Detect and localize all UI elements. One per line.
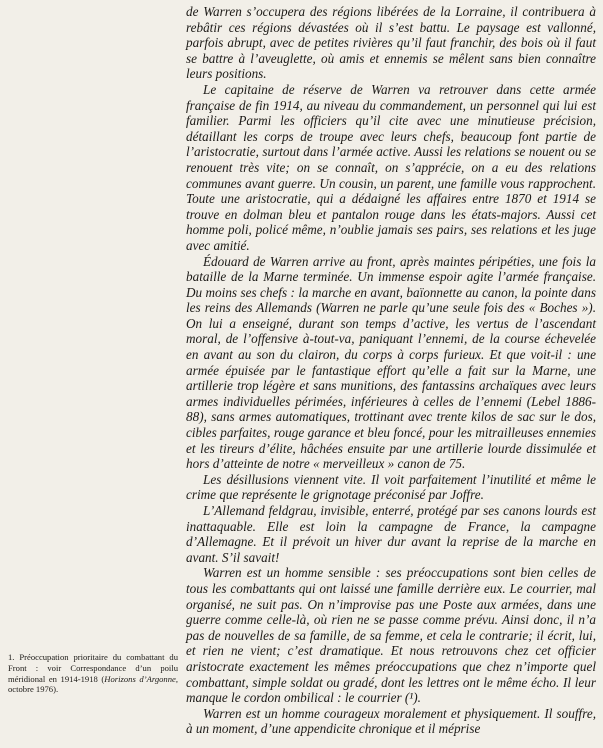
- footnote-text: 1. Préoccupation prioritaire du combattant du Front : voir Correspondance d’un poilu méridional en 1914-1918 (: [8, 652, 178, 684]
- footnote: [8, 652, 178, 695]
- paragraph: Warren est un homme sensible : ses préoccupations sont bien celles de tous les combattants qui ont laissé une famille derrière eux. Le courrier, mal organisé, ne suit pas. On n’improvise pas une Poste aux armées, dans une guerre comme celle-là, où rien ne se passe comme prévu. Ainsi donc, il n’a pas de nouvelles de sa famille, de sa femme, et cela le contrarie; il écrit, lui, et rien ne vient; c’est dramatique. Et nous retrouvons chez cet officier aristocrate exactement les mêmes préoccupations que chez n’importe quel combattant, simple soldat ou gradé, dont les lettres ont le même écho. Il leur manque le cordon ombilical : le courrier (¹).: [186, 565, 596, 706]
- paragraph: Édouard de Warren arrive au front, après maintes péripéties, une fois la bataille de la Marne terminée. Un immense espoir agite l’armée française. Du moins ses chefs : la marche en avant, baïonnette au canon, la pointe dans les reins des Allemands (Warren ne parle qu’une seule fois des « Boches »). On lui a enseigné, durant son temps d’active, les vertus de l’ascendant moral, de l’offensive à-tout-va, paniquant l’ennemi, de la course échevelée en avant au son du clairon, du corps à corps furieux. Et que voit-il : une armée épuisée par le fantastique effort qu’elle a fait sur la Marne, une artillerie trop légère et sans munitions, des fantassins archaïques avec leurs armes individuelles périmées, inférieures à celles de l’ennemi (Lebel 1886-88), sans armes automatiques, trottinant avec trente kilos de sac sur le dos, cibles parfaites, rouge garance et bleu foncé, pour les mitrailleuses ennemies et les tireurs d’élite, hâchées ensuite par une artillerie lourde dissimulée et hors d’atteinte de notre « merveilleux » canon de 75.: [186, 253, 596, 472]
- paragraph: Les désillusions viennent vite. Il voit parfaitement l’inutilité et même le crime que représente le grignotage préconisé par Joffre.: [186, 471, 596, 503]
- paragraph: Warren est un homme courageux moralement et physiquement. Il souffre, à un moment, d’une appendicite chronique et il méprise: [186, 705, 596, 737]
- paragraph: L’Allemand feldgrau, invisible, enterré, protégé par ses canons lourds est inattaquable. Elle est loin la campagne de France, la campagne d’Allemagne. Et il prévoit un hiver dur avant la reprise de la marche en avant. S’il savait!: [186, 503, 596, 565]
- article-body: [186, 4, 596, 737]
- footnote-source: Horizons d’Argonne: [104, 673, 176, 684]
- paragraph: Le capitaine de réserve de Warren va retrouver dans cette armée française de fin 1914, au niveau du commandement, un personnel qui lui est familier. Parmi les officiers qu’il cite avec une minutieuse précision, détaillant les corps de troupe avec leurs chefs, beaucoup font partie de l’aristocratie, surtout dans l’armée active. Aussi les relations se nouent ou se renouent très vite; on se connaît, on s’apprécie, on a eu des relations communes avant guerre. Un cousin, un parent, une famille vous rapprochent. Toute une aristocratie, qui a dédaigné les affaires entre 1870 et 1914 se trouve en dolman bleu et pantalon rouge dans les états-majors. Aussi cet homme poli, policé même, n’oublie jamais ses pairs, ses relations et les juge avec amitié.: [186, 81, 596, 253]
- paragraph: de Warren s’occupera des régions libérées de la Lorraine, il contribuera à rebâtir ces régions dévastées où il s’est battu. Le paysage est vallonné, parfois abrupt, avec de petites rivières qu’il faut franchir, des bois où il faut se battre à l’aveuglette, où amis et ennemis se mêlent sans bien connaître leurs positions.: [186, 4, 596, 82]
- footnote-tail: , octobre 1976).: [8, 673, 178, 695]
